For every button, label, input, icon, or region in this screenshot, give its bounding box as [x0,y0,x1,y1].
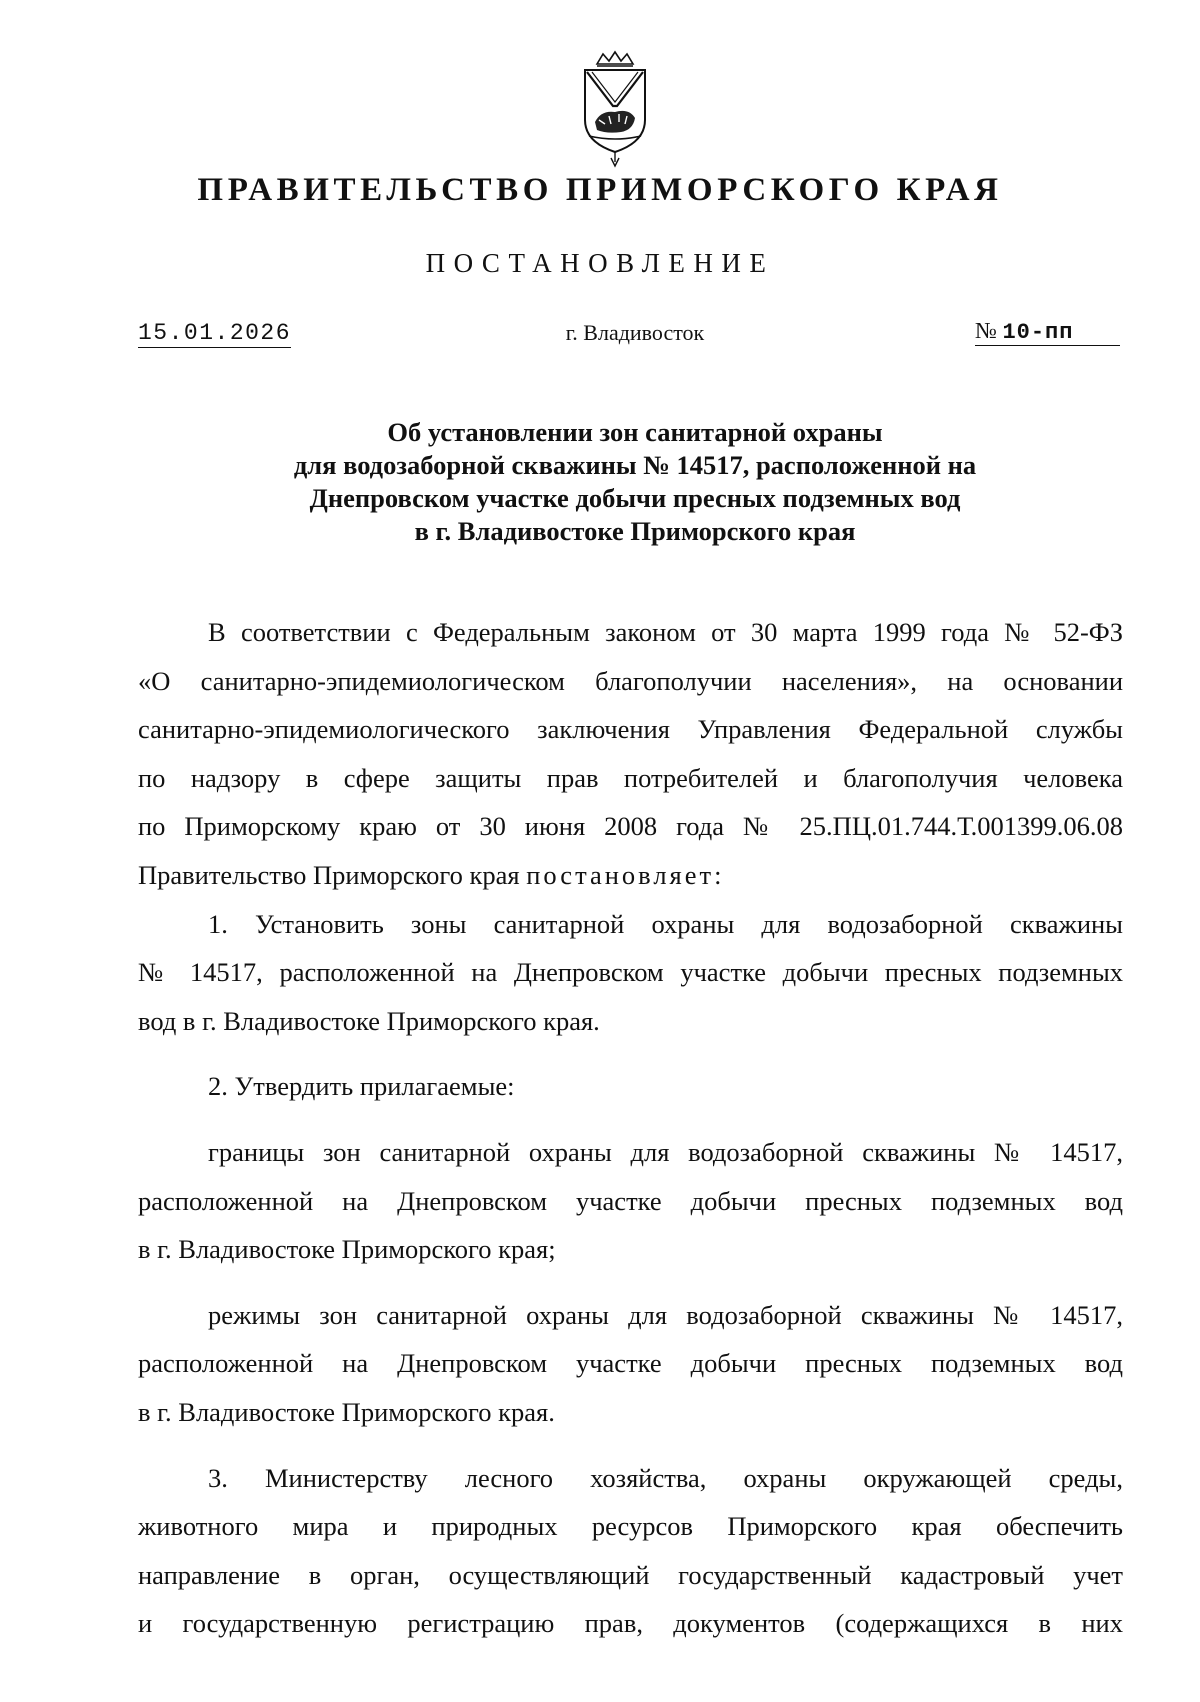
item3-line: направление в орган, осуществляющий государственный кадастровый учет [138,1559,1123,1590]
preamble-line: «О санитарно-эпидемиологическом благополучии населения», на основании [138,665,1123,696]
heading-line: в г. Владивостоке Приморского края [414,516,856,546]
item1-line: № 14517, расположенной на Днепровском участке добычи пресных подземных [138,957,1123,988]
preamble-line: по надзору в сфере защиты прав потребителей и благополучия человека [138,762,1123,793]
resolves-lead: Правительство Приморского края [138,859,520,890]
number-value: 10-пп [1002,320,1074,345]
heading-line: Об установлении зон санитарной охраны [387,417,883,447]
item1-line: вод в г. Владивостоке Приморского края. [138,1005,600,1036]
document-number [975,318,1120,346]
item3-line: животного мира и природных ресурсов Приморского края обеспечить [138,1511,1123,1542]
item2b-line: в г. Владивостоке Приморского края. [138,1396,555,1427]
resolves-word: постановляет: [526,859,725,890]
heading-line: для водозаборной скважины № 14517, расположенной на [293,450,977,480]
document-heading [0,416,1200,548]
item2b-line: расположенной на Днепровском участке добычи пресных подземных вод [138,1348,1123,1379]
coat-of-arms-tiger-icon [575,50,655,170]
item2a-line: расположенной на Днепровском участке добычи пресных подземных вод [138,1185,1123,1216]
document-city: г. Владивосток [565,320,705,345]
item2b-line: режимы зон санитарной охраны для водозаборной скважины № 14517, [208,1299,1123,1330]
government-title: ПРАВИТЕЛЬСТВО ПРИМОРСКОГО КРАЯ [197,172,1003,208]
preamble-line: санитарно-эпидемиологического заключения Управления Федеральной службы [138,714,1123,745]
preamble-line: по Приморскому краю от 30 июня 2008 года № 25.ПЦ.01.744.Т.001399.06.08 [138,811,1123,842]
document-type: ПОСТАНОВЛЕНИЕ [425,248,775,278]
item3-line: и государственную регистрацию прав, документов (содержащихся в них [138,1608,1123,1639]
document-body [138,616,1123,1656]
document-date: 15.01.2026 [138,320,292,346]
item2a-line: в г. Владивостоке Приморского края; [138,1234,556,1265]
item1-line: 1. Установить зоны санитарной охраны для водозаборной скважины [208,908,1123,939]
heading-line: Днепровском участке добычи пресных подземных вод [309,483,961,513]
preamble-line: В соответствии с Федеральным законом от 30 марта 1999 года № 52-ФЗ [208,617,1123,647]
item3-line: 3. Министерству лесного хозяйства, охраны окружающей среды, [208,1462,1123,1493]
number-sign: № [975,318,997,343]
item2a-line: границы зон санитарной охраны для водозаборной скважины № 14517, [208,1136,1123,1167]
resolves-line [138,859,1123,908]
item2-heading: 2. Утвердить прилагаемые: [208,1071,515,1102]
